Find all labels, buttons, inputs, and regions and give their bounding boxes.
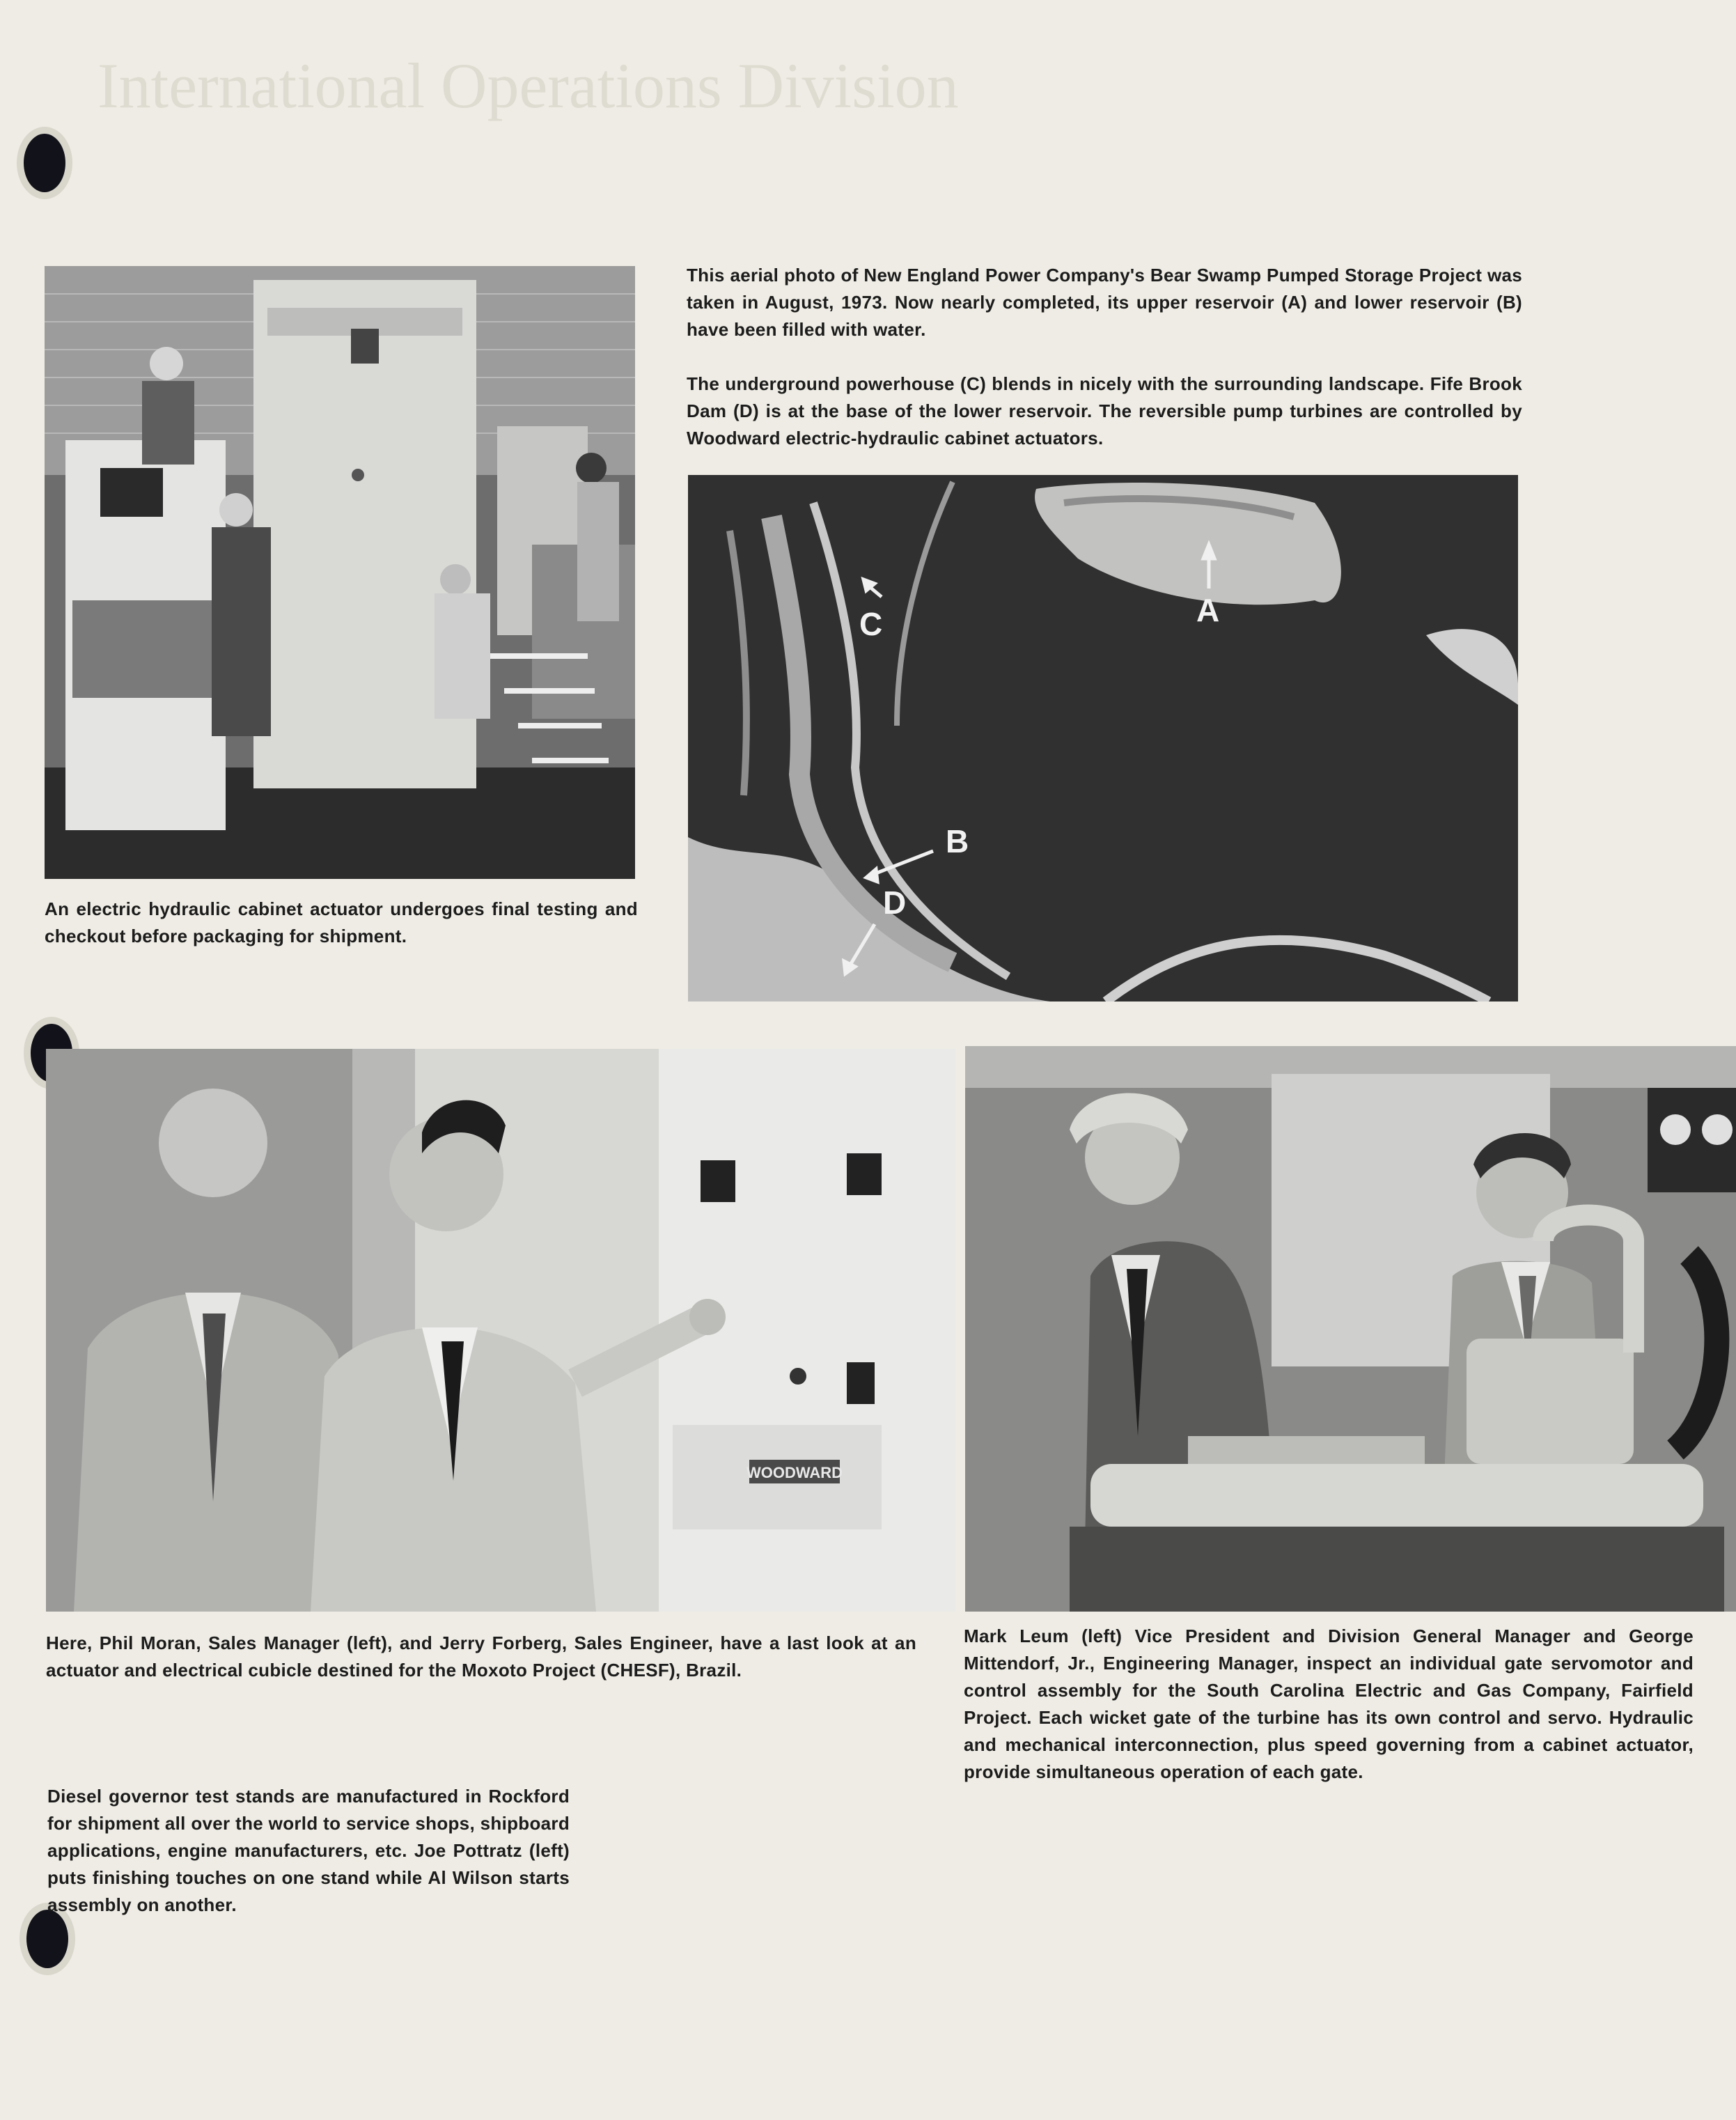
caption-diesel-test-stands: Diesel governor test stands are manufactured in Rockford for shipment all over the world to service shops, shipboard applications, engine manufacturers, etc. Joe Pottratz (left) puts finishing touches on one stand while Al Wilson starts assembly on another. xyxy=(47,1786,570,1915)
caption-moxoto-cubicle: Here, Phil Moran, Sales Manager (left), and Jerry Forberg, Sales Engineer, have a last look at an actuator and electrical cubicle destined for the Moxoto Project (CHESF), Brazil. xyxy=(46,1632,916,1681)
aerial-label-a: A xyxy=(1196,592,1220,628)
ghost-title-bleedthrough: International Operations Division xyxy=(97,50,959,121)
caption-aerial-paragraph-1: This aerial photo of New England Power Company's Bear Swamp Pumped Storage Project was taken in August, 1973. Now nearly completed, its upper reservoir (A) and lower reservoir (B) have been filled with water. xyxy=(687,265,1522,340)
aerial-label-d: D xyxy=(883,884,907,921)
binder-hole-top xyxy=(24,134,65,192)
caption-cabinet-actuator-test: An electric hydraulic cabinet actuator undergoes final testing and checkout before packaging for shipment. xyxy=(45,898,638,946)
panel-nameplate: WOODWARD xyxy=(746,1464,843,1481)
photo-cabinet-actuator-test xyxy=(45,266,635,879)
caption-fairfield-servomotor: Mark Leum (left) Vice President and Division General Manager and George Mittendorf, Jr., Engineering Manager, inspect an individual gate servomotor and control assembly for the South Carolina Electric and Gas Company, Fairfield Project. Each wicket gate of the turbine has its own control and servo. Hydraulic and mechanical interconnection, plus speed governing from a cabinet actuator, provide simultaneous operation of each gate. xyxy=(964,1626,1694,1782)
photo-fairfield-servomotor xyxy=(965,1046,1736,1612)
caption-aerial-photo xyxy=(687,262,1522,452)
photo-moxoto-cubicle xyxy=(46,1049,955,1612)
aerial-label-b: B xyxy=(946,823,969,859)
aerial-label-c: C xyxy=(859,606,883,642)
photo-aerial-bear-swamp xyxy=(688,475,1518,1001)
caption-aerial-paragraph-2: The underground powerhouse (C) blends in nicely with the surrounding landscape. Fife Brook Dam (D) is at the base of the lower reservoir. The reversible pump turbines are controlled by Woodward electric-hydraulic cabinet actuators. xyxy=(687,373,1522,449)
